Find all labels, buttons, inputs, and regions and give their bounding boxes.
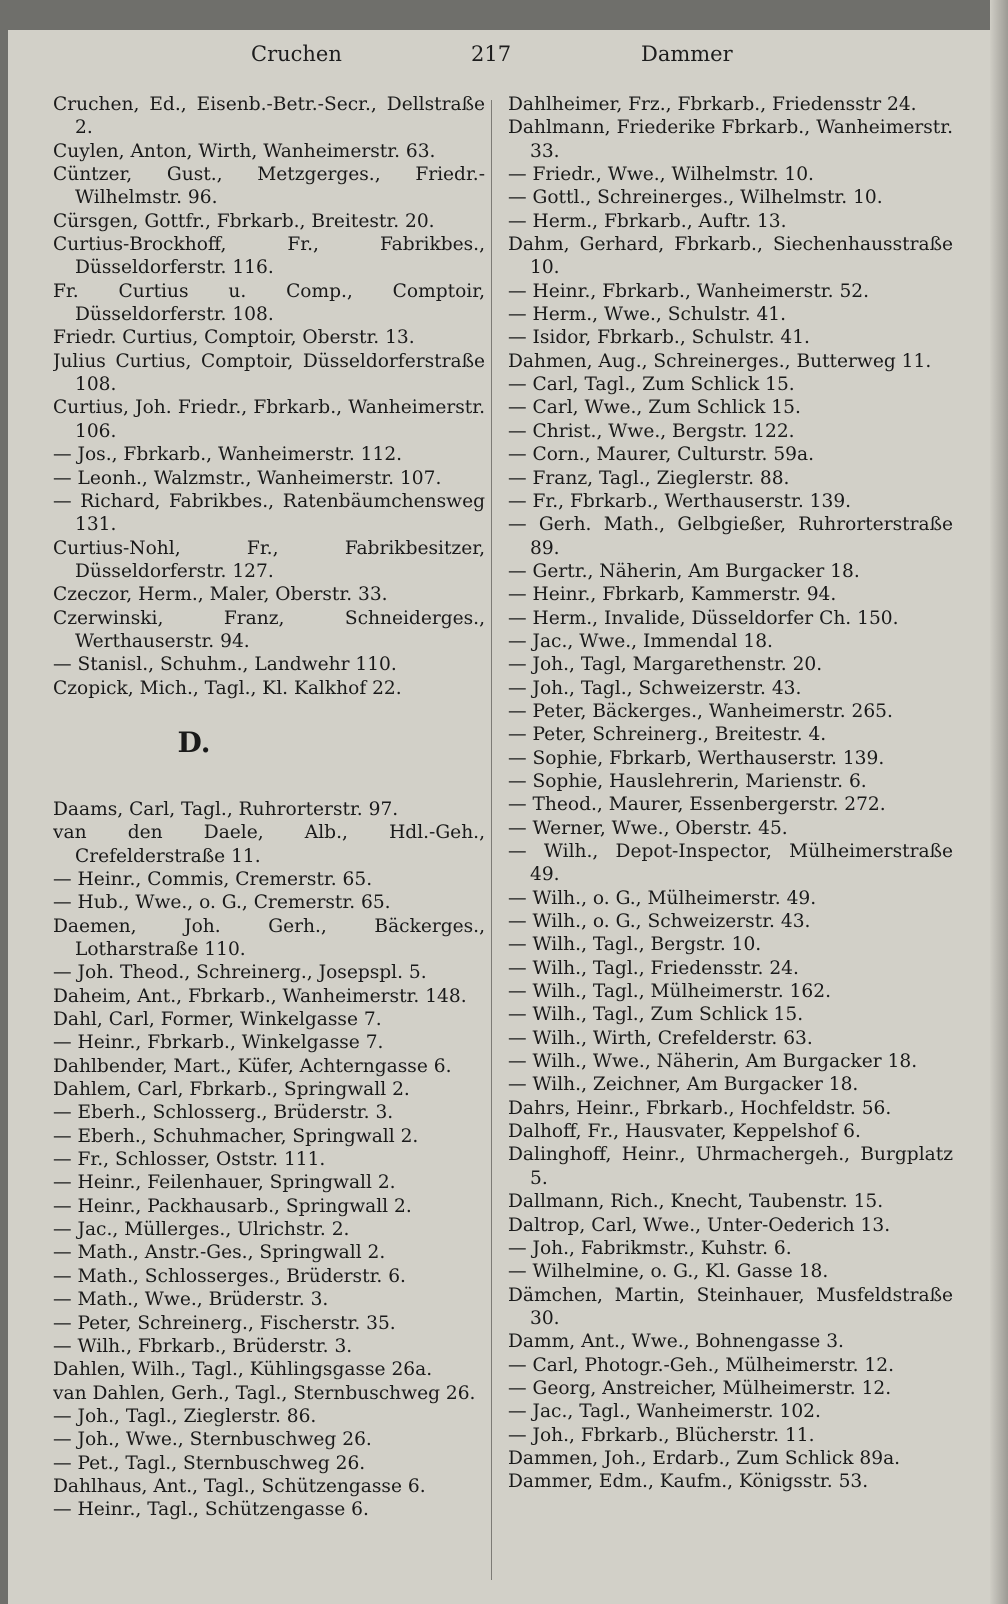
directory-entry: Czeczor, Herm., Maler, Oberstr. 33. — [53, 584, 388, 606]
directory-entry: — Wilh., Wirth, Crefelderstr. 63. — [508, 1027, 813, 1049]
directory-entry: — Gertr., Näherin, Am Burgacker 18. — [508, 560, 860, 582]
directory-entry: Daams, Carl, Tagl., Ruhrorterstr. 97. — [53, 798, 399, 820]
directory-entry: Dahm, Gerhard, Fbrkarb., Siechenhausstraße 10. — [508, 234, 953, 279]
directory-entry: — Wilh., Zeichner, Am Burgacker 18. — [508, 1074, 859, 1096]
directory-entry: — Theod., Maurer, Essenbergerstr. 272. — [508, 794, 886, 816]
directory-entry: Cuylen, Anton, Wirth, Wanheimerstr. 63. — [53, 140, 436, 162]
directory-entry: — Gottl., Schreinerges., Wilhelmstr. 10. — [508, 187, 883, 209]
section-letter-d: D. — [177, 725, 211, 759]
directory-entry: Dahlhaus, Ant., Tagl., Schützengasse 6. — [53, 1475, 426, 1497]
directory-entry: Dallmann, Rich., Knecht, Taubenstr. 15. — [508, 1191, 884, 1213]
directory-entry: Dahlbender, Mart., Küfer, Achterngasse 6. — [53, 1055, 452, 1077]
directory-entry: — Herm., Invalide, Düsseldorfer Ch. 150. — [508, 607, 899, 629]
directory-entry: Julius Curtius, Comptoir, Düsseldorferstraße 108. — [53, 350, 485, 396]
directory-entry: Dalhoff, Fr., Hausvater, Keppelshof 6. — [508, 1121, 861, 1143]
directory-entry: — Sophie, Fbrkarb, Werthauserstr. 139. — [508, 747, 885, 769]
directory-entry: — Wilh., o. G., Schweizerstr. 43. — [508, 911, 811, 933]
page-number: 217 — [471, 42, 512, 66]
directory-entry: — Math., Wwe., Brüderstr. 3. — [53, 1289, 329, 1311]
directory-entry: Daemen, Joh. Gerh., Bäckerges., Lotharstraße 110. — [53, 915, 485, 960]
directory-entry: — Pet., Tagl., Sternbuschweg 26. — [53, 1452, 366, 1474]
directory-entry: — Fr., Fbrkarb., Werthauserstr. 139. — [508, 490, 852, 512]
directory-entry: — Jac., Tagl., Wanheimerstr. 102. — [508, 1401, 821, 1423]
directory-entry: — Wilh., Tagl., Zum Schlick 15. — [508, 1004, 804, 1026]
directory-entry: Curtius-Nohl, Fr., Fabrikbesitzer, Düsseldorferstr. 127. — [53, 537, 485, 582]
directory-entry: — Wilh., o. G., Mülheimerstr. 49. — [508, 887, 817, 909]
directory-entry: — Math., Anstr.-Ges., Springwall 2. — [53, 1242, 386, 1264]
directory-entry: — Eberh., Schlosserg., Brüderstr. 3. — [53, 1102, 394, 1124]
directory-entry: — Heinr., Fbrkarb, Kammerstr. 94. — [508, 584, 837, 606]
directory-entry: — Werner, Wwe., Oberstr. 45. — [508, 817, 788, 839]
directory-entry: Dammer, Edm., Kaufm., Königsstr. 53. — [508, 1471, 869, 1493]
directory-entry: — Joh., Tagl, Margarethenstr. 20. — [508, 654, 823, 676]
directory-entry: Curtius-Brockhoff, Fr., Fabrikbes., Düsseldorferstr. 116. — [53, 234, 485, 279]
directory-entry: — Wilh., Tagl., Bergstr. 10. — [508, 934, 762, 956]
header-first-entry: Cruchen — [251, 42, 342, 66]
directory-entry: — Franz, Tagl., Zieglerstr. 88. — [508, 467, 790, 489]
directory-entry: Dahlheimer, Frz., Fbrkarb., Friedensstr 24. — [508, 94, 917, 115]
directory-entry: Dämchen, Martin, Steinhauer, Musfeldstraße 30. — [508, 1284, 953, 1329]
directory-entry: Dahlmann, Friederike Fbrkarb., Wanheimerstr. 33. — [508, 117, 953, 162]
directory-entry: — Carl, Photogr.-Geh., Mülheimerstr. 12. — [508, 1354, 894, 1376]
directory-entry: — Christ., Wwe., Bergstr. 122. — [508, 420, 795, 442]
directory-entry: — Jos., Fbrkarb., Wanheimerstr. 112. — [53, 444, 403, 466]
directory-entry: — Heinr., Commis, Cremerstr. 65. — [53, 868, 373, 890]
directory-entry: — Richard, Fabrikbes., Ratenbäumchensweg 131. — [53, 490, 485, 536]
directory-entry: — Fr., Schlosser, Oststr. 111. — [53, 1149, 326, 1171]
directory-entry: — Wilh., Depot-Inspector, Mülheimerstraße 49. — [508, 841, 953, 886]
directory-entry: van Dahlen, Gerh., Tagl., Sternbuschweg 26. — [53, 1382, 476, 1404]
directory-entry: — Friedr., Wwe., Wilhelmstr. 10. — [508, 164, 814, 186]
directory-entry: — Math., Schlosserges., Brüderstr. 6. — [53, 1265, 406, 1287]
directory-entry: — Wilh., Wwe., Näherin, Am Burgacker 18. — [508, 1051, 918, 1073]
directory-page — [8, 30, 1000, 1604]
directory-entry: — Peter, Bäckerges., Wanheimerstr. 265. — [508, 700, 893, 722]
entries-right — [508, 93, 953, 1494]
entries-c — [53, 93, 485, 700]
directory-entry: — Heinr., Tagl., Schützengasse 6. — [53, 1499, 369, 1521]
directory-entry: Cüntzer, Gust., Metzgerges., Friedr.-Wilhelmstr. 96. — [53, 164, 485, 209]
directory-entry: — Eberh., Schuhmacher, Springwall 2. — [53, 1125, 419, 1147]
directory-entry: — Heinr., Packhausarb., Springwall 2. — [53, 1195, 412, 1217]
directory-entry: — Heinr., Fbrkarb., Wanheimerstr. 52. — [508, 280, 870, 302]
header-last-entry: Dammer — [641, 42, 733, 66]
column-divider — [491, 100, 492, 1580]
directory-entry: — Carl, Wwe., Zum Schlick 15. — [508, 397, 801, 419]
directory-entry: — Wilh., Fbrkarb., Brüderstr. 3. — [53, 1335, 353, 1357]
left-column — [53, 93, 485, 1522]
directory-entry: Dalinghoff, Heinr., Uhrmachergeh., Burgplatz 5. — [508, 1144, 953, 1189]
directory-entry: — Wilhelmine, o. G., Kl. Gasse 18. — [508, 1261, 829, 1283]
right-column — [508, 93, 953, 1494]
directory-entry: — Herm., Fbrkarb., Auftr. 13. — [508, 210, 787, 232]
directory-entry: — Jac., Müllerges., Ulrichstr. 2. — [53, 1219, 350, 1241]
directory-entry: — Hub., Wwe., o. G., Cremerstr. 65. — [53, 892, 391, 914]
directory-entry: Cruchen, Ed., Eisenb.-Betr.-Secr., Dellstraße 2. — [53, 94, 485, 139]
directory-entry: — Leonh., Walzmstr., Wanheimerstr. 107. — [53, 467, 442, 489]
directory-entry: Daheim, Ant., Fbrkarb., Wanheimerstr. 148. — [53, 985, 467, 1007]
running-header — [8, 42, 1000, 82]
directory-entry: Fr. Curtius u. Comp., Comptoir, Düsseldorferstr. 108. — [53, 280, 485, 326]
directory-entry: — Joh. Theod., Schreinerg., Josepspl. 5. — [53, 962, 427, 984]
directory-entry: — Gerh. Math., Gelbgießer, Ruhrorterstraße 89. — [508, 514, 953, 559]
directory-entry: — Heinr., Fbrkarb., Winkelgasse 7. — [53, 1032, 384, 1054]
directory-entry: van den Daele, Alb., Hdl.-Geh., Crefelderstraße 11. — [53, 822, 485, 867]
directory-entry: — Sophie, Hauslehrerin, Marienstr. 6. — [508, 770, 867, 792]
directory-entry: Dammen, Joh., Erdarb., Zum Schlick 89a. — [508, 1447, 901, 1469]
directory-entry: Daltrop, Carl, Wwe., Unter-Oederich 13. — [508, 1214, 891, 1236]
directory-entry: — Joh., Wwe., Sternbuschweg 26. — [53, 1429, 372, 1451]
directory-entry: — Peter, Schreinerg., Fischerstr. 35. — [53, 1312, 396, 1334]
directory-entry: Curtius, Joh. Friedr., Fbrkarb., Wanheimerstr. 106. — [53, 397, 485, 442]
directory-entry: Czerwinski, Franz, Schneiderges., Werthauserstr. 94. — [53, 607, 485, 652]
directory-entry: — Joh., Fabrikmstr., Kuhstr. 6. — [508, 1237, 792, 1259]
directory-entry: — Joh., Tagl., Zieglerstr. 86. — [53, 1405, 317, 1427]
directory-entry: — Heinr., Feilenhauer, Springwall 2. — [53, 1172, 396, 1194]
directory-entry: Dahlen, Wilh., Tagl., Kühlingsgasse 26a. — [53, 1359, 433, 1381]
directory-entry: — Corn., Maurer, Culturstr. 59a. — [508, 444, 814, 466]
directory-entry: Dahrs, Heinr., Fbrkarb., Hochfeldstr. 56. — [508, 1097, 892, 1119]
entries-d — [53, 798, 485, 1522]
directory-entry: Damm, Ant., Wwe., Bohnengasse 3. — [508, 1331, 844, 1353]
directory-entry: Dahl, Carl, Former, Winkelgasse 7. — [53, 1009, 382, 1031]
directory-entry: — Herm., Wwe., Schulstr. 41. — [508, 304, 787, 326]
directory-entry: — Joh., Tagl., Schweizerstr. 43. — [508, 677, 802, 699]
directory-entry: — Wilh., Tagl., Mülheimerstr. 162. — [508, 981, 832, 1003]
directory-entry: — Jac., Wwe., Immendal 18. — [508, 630, 773, 652]
directory-entry: — Wilh., Tagl., Friedensstr. 24. — [508, 957, 799, 979]
directory-entry: Dahmen, Aug., Schreinerges., Butterweg 11. — [508, 350, 932, 372]
page-edge-shadow — [990, 0, 1008, 1604]
directory-entry: Cürsgen, Gottfr., Fbrkarb., Breitestr. 20. — [53, 210, 435, 232]
directory-entry: — Peter, Schreinerg., Breitestr. 4. — [508, 724, 827, 746]
directory-entry: Friedr. Curtius, Comptoir, Oberstr. 13. — [53, 327, 415, 349]
directory-entry: Czopick, Mich., Tagl., Kl. Kalkhof 22. — [53, 677, 402, 699]
directory-entry: — Georg, Anstreicher, Mülheimerstr. 12. — [508, 1377, 892, 1399]
directory-entry: — Carl, Tagl., Zum Schlick 15. — [508, 374, 795, 396]
directory-entry: — Joh., Fbrkarb., Blücherstr. 11. — [508, 1424, 815, 1446]
directory-entry: — Stanisl., Schuhm., Landwehr 110. — [53, 654, 397, 676]
directory-entry: Dahlem, Carl, Fbrkarb., Springwall 2. — [53, 1079, 410, 1101]
directory-entry: — Isidor, Fbrkarb., Schulstr. 41. — [508, 327, 810, 349]
